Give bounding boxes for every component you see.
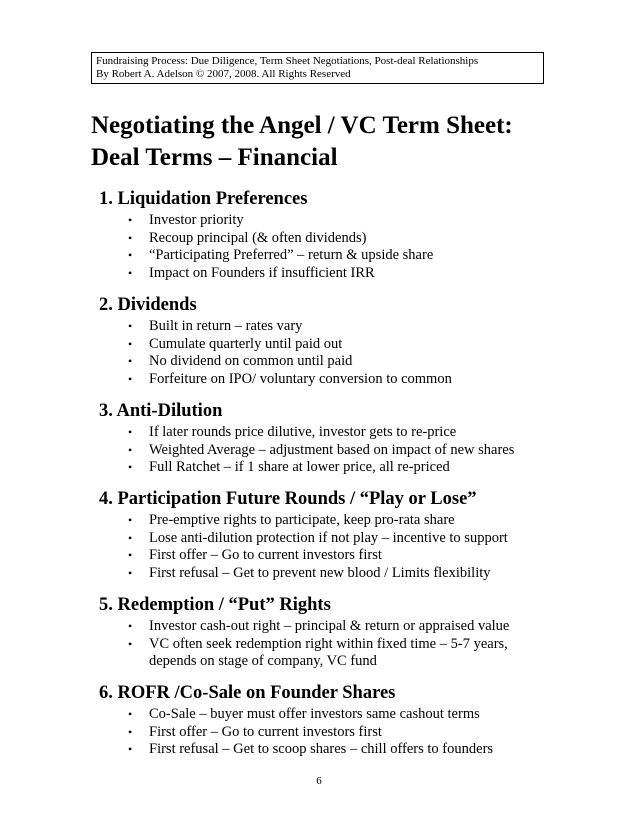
- list-item: • VC often seek redemption right within fixed time – 5-7 years, depends on stage of company, VC fund: [91, 636, 561, 671]
- bullet-list: [91, 706, 561, 759]
- section-participation-future-rounds: [91, 488, 561, 582]
- page-title: [91, 110, 551, 174]
- bullet-icon: •: [128, 548, 133, 562]
- list-item: • If later rounds price dilutive, investor gets to re-price: [128, 424, 457, 440]
- bullet-list: [91, 618, 561, 671]
- title-line-1: Negotiating the Angel / VC Term Sheet:: [91, 112, 513, 139]
- section-rofr-co-sale: [91, 682, 561, 759]
- section-redemption-put-rights: [91, 594, 561, 671]
- bullet-icon: •: [128, 619, 133, 633]
- list-item: • Investor cash-out right – principal & return or appraised value: [128, 618, 510, 634]
- list-item: • No dividend on common until paid: [128, 353, 353, 369]
- list-item-continuation: depends on stage of company, VC fund: [149, 653, 377, 669]
- bullet-icon: •: [128, 513, 133, 527]
- bullet-icon: •: [128, 265, 133, 280]
- bullet-icon: •: [128, 354, 133, 368]
- bullet-list: [91, 318, 561, 388]
- list-item: • First offer – Go to current investors first: [128, 723, 382, 740]
- list-item: • Weighted Average – adjustment based on impact of new shares: [128, 441, 515, 458]
- list-item: • Cumulate quarterly until paid out: [128, 335, 343, 352]
- section-dividends: [91, 294, 561, 388]
- bullet-icon: •: [128, 742, 133, 756]
- bullet-icon: •: [128, 371, 133, 386]
- list-item: • Built in return – rates vary: [128, 318, 303, 334]
- section-heading: 5. Redemption / “Put” Rights: [99, 595, 331, 615]
- list-item: • Recoup principal (& often dividends): [128, 229, 367, 246]
- list-item: • First refusal – Get to scoop shares – chill offers to founders: [128, 741, 494, 757]
- running-header: [91, 52, 544, 84]
- section-liquidation-preferences: [91, 188, 561, 282]
- bullet-icon: •: [128, 636, 133, 651]
- section-anti-dilution: [91, 400, 561, 477]
- list-item: • First offer – Go to current investors first: [128, 547, 382, 563]
- bullet-icon: •: [128, 319, 133, 333]
- section-heading: 3. Anti-Dilution: [99, 401, 223, 421]
- bullet-icon: •: [128, 230, 133, 245]
- section-heading: 1. Liquidation Preferences: [99, 189, 308, 209]
- bullet-list: [91, 212, 561, 282]
- list-item: • Impact on Founders if insufficient IRR: [128, 264, 375, 281]
- bullet-icon: •: [128, 565, 133, 580]
- header-line-2: By Robert A. Adelson © 2007, 2008. All Rights Reserved: [96, 68, 351, 80]
- list-item: • Full Ratchet – if 1 share at lower price, all re-priced: [128, 459, 450, 475]
- title-line-2: Deal Terms – Financial: [91, 144, 338, 171]
- bullet-list: [91, 424, 561, 477]
- header-line-1: Fundraising Process: Due Diligence, Term Sheet Negotiations, Post-deal Relationships: [96, 55, 479, 67]
- section-heading: 6. ROFR /Co-Sale on Founder Shares: [99, 683, 396, 703]
- bullet-icon: •: [128, 442, 133, 457]
- list-item: • Pre-emptive rights to participate, keep pro-rata share: [128, 512, 455, 528]
- bullet-list: [91, 512, 561, 582]
- list-item: • Lose anti-dilution protection if not play – incentive to support: [128, 529, 508, 546]
- bullet-icon: •: [128, 460, 133, 474]
- bullet-icon: •: [128, 707, 133, 721]
- bullet-icon: •: [128, 213, 133, 227]
- list-item: • Investor priority: [128, 212, 244, 228]
- section-heading: 4. Participation Future Rounds / “Play or Lose”: [99, 489, 477, 509]
- bullet-icon: •: [128, 724, 133, 739]
- section-heading: 2. Dividends: [99, 295, 197, 315]
- bullet-icon: •: [128, 530, 133, 545]
- bullet-icon: •: [128, 248, 133, 262]
- list-item: • “Participating Preferred” – return & upside share: [128, 247, 434, 263]
- list-item: • First refusal – Get to prevent new blood / Limits flexibility: [128, 564, 491, 581]
- bullet-icon: •: [128, 336, 133, 351]
- list-item: • Forfeiture on IPO/ voluntary conversion to common: [128, 370, 452, 387]
- bullet-icon: •: [128, 425, 133, 439]
- list-item: • Co-Sale – buyer must offer investors same cashout terms: [128, 706, 480, 722]
- page-number: 6: [316, 775, 322, 787]
